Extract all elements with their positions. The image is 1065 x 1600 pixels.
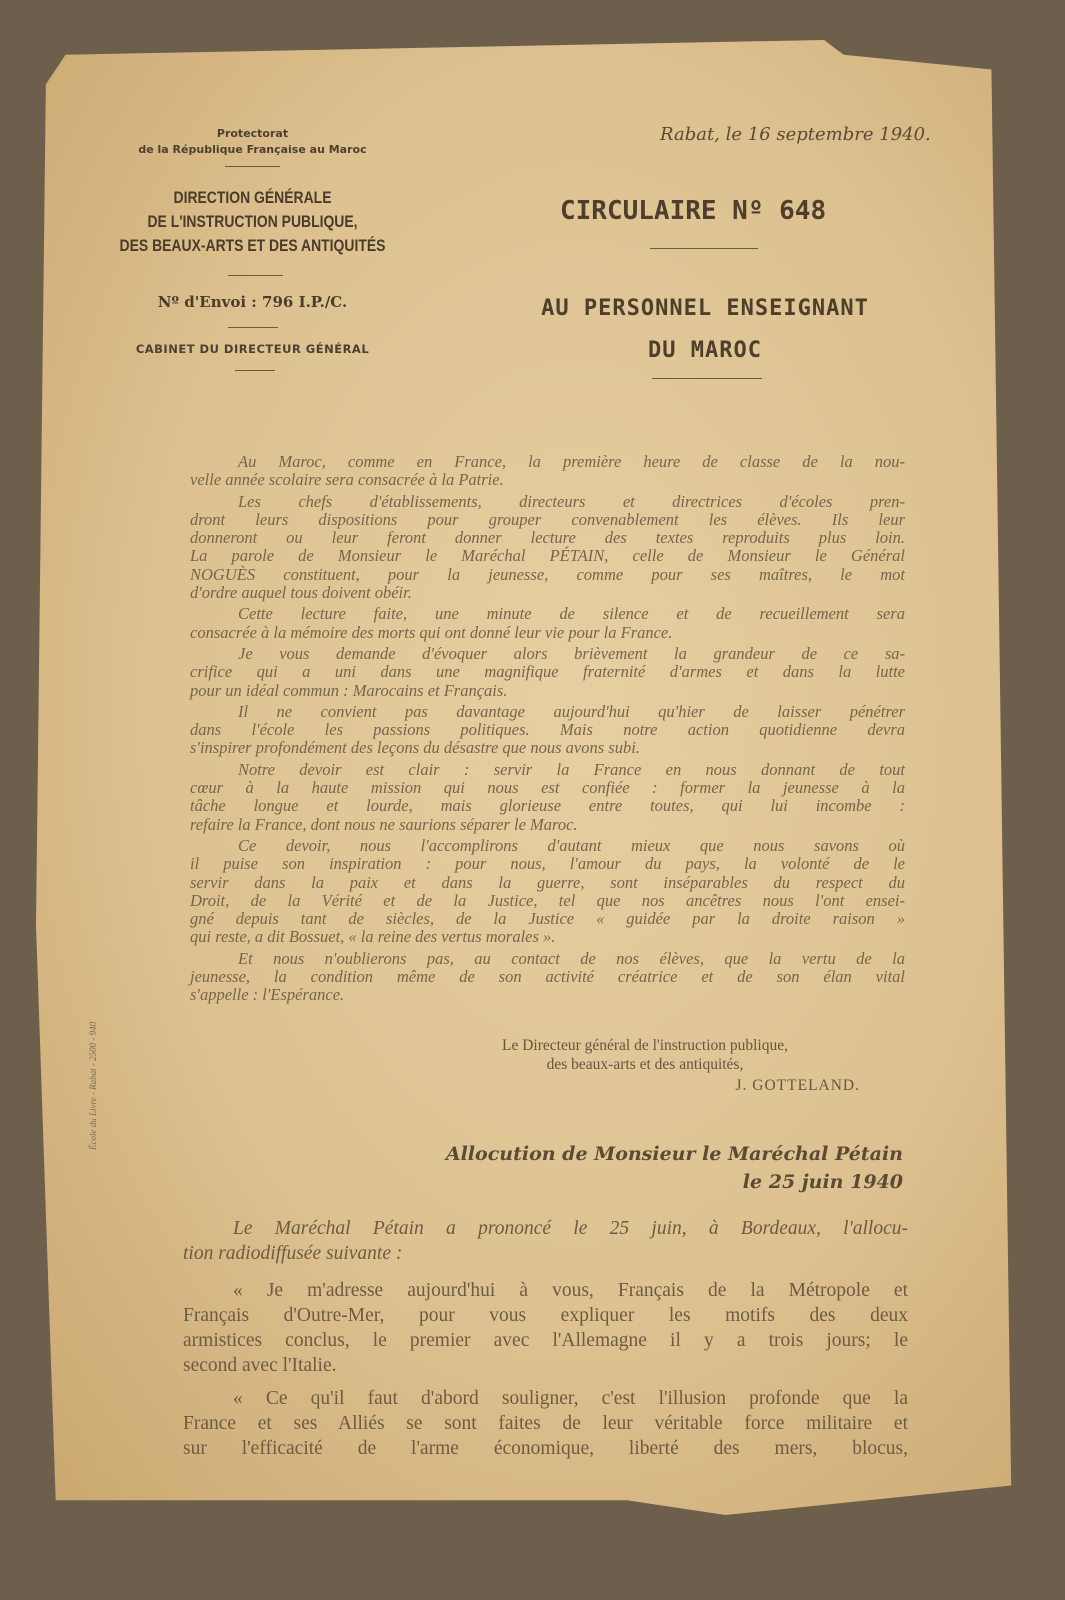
text-line: velle année scolaire sera consacrée à la Patrie. (190, 470, 504, 490)
recipient-line: AU PERSONNEL ENSEIGNANT (541, 296, 869, 321)
text-line: dans l'école les passions politiques. Mais notre action quotidienne devra (190, 720, 905, 740)
text-line: second avec l'Italie. (183, 1355, 337, 1376)
recipient-line: DU MAROC (648, 338, 762, 363)
text-line: tion radiodiffusée suivante : (183, 1243, 403, 1264)
text-line: crifice qui a uni dans une magnifique fraternité d'armes et dans la lutte (190, 662, 905, 682)
paragraph (190, 703, 905, 758)
allocution-date: le 25 juin 1940 (742, 1171, 903, 1193)
text-line: Droit, de la Vérité et de la Justice, tel que nos ancêtres nous l'ont ensei- (190, 890, 905, 910)
paragraph (190, 453, 905, 490)
circular-title: CIRCULAIRE Nº 648 (560, 196, 827, 226)
divider (650, 248, 758, 249)
text-line: dront leurs dispositions pour grouper convenablement les élèves. Ils leur (190, 509, 905, 529)
text-line: s'appelle : l'Espérance. (190, 985, 345, 1005)
text-line: Français d'Outre-Mer, pour vous expliquer les motifs des deux (183, 1305, 908, 1326)
text-line: Au Maroc, comme en France, la première heure de classe de la nou- (238, 452, 905, 471)
text-line: Et nous n'oublierons pas, au contact de nos élèves, que la vertu de la (238, 948, 905, 968)
text-line: donneront ou leur feront donner lecture des textes reproduits plus loin. (190, 528, 905, 548)
allocution-title (446, 1140, 903, 1196)
allocution-intro (183, 1216, 908, 1266)
text-line: jeunesse, la condition même de son activité créatrice et de son élan vital (190, 967, 905, 987)
paragraph (183, 1386, 908, 1461)
divider (235, 370, 275, 371)
text-line: « Je m'adresse aujourd'hui à vous, Français de la Métropole et (233, 1280, 908, 1301)
signatory-name: J. GOTTELAND. (735, 1077, 860, 1094)
paragraph (190, 493, 905, 603)
paragraph (190, 761, 905, 834)
signature-line: Le Directeur général de l'instruction publique, (502, 1037, 788, 1054)
text-line: armistices conclus, le premier avec l'Allemagne il y a trois jours; le (183, 1330, 908, 1351)
text-line: refaire la France, dont nous ne saurions séparer le Maroc. (190, 814, 578, 834)
direction-line: DE L'INSTRUCTION PUBLIQUE, (147, 212, 358, 231)
direction-line: DIRECTION GÉNÉRALE (173, 188, 332, 207)
text-line: s'inspirer profondément des leçons du désastre que nous avons subi. (190, 738, 640, 758)
text-line: « Ce qu'il faut d'abord souligner, c'est l'illusion profonde que la (233, 1388, 908, 1409)
text-line: NOGUÈS constituent, pour la jeunesse, comme pour ses maîtres, le mot (190, 564, 905, 584)
text-line: consacrée à la mémoire des morts qui ont donné leur vie pour la France. (190, 622, 673, 642)
recipient-heading (500, 288, 910, 372)
paragraph (190, 837, 905, 947)
divider (228, 327, 278, 328)
protectorat-heading (110, 126, 395, 158)
text-line: Les chefs d'établissements, directeurs et directrices d'écoles pren- (238, 491, 905, 511)
divider (228, 275, 283, 276)
text-line: servir dans la paix et dans la guerre, sont inséparables du respect du (190, 872, 905, 892)
text-line: tâche longue et lourde, mais glorieuse entre toutes, qui lui incombe : (190, 796, 905, 816)
allocution-title-line: Allocution de Monsieur le Maréchal Pétain (445, 1143, 903, 1165)
signature-block (430, 1036, 860, 1095)
text-line: France et ses Alliés se sont faites de leur véritable force militaire et (183, 1413, 908, 1434)
paragraph (190, 645, 905, 700)
signature-line: des beaux-arts et des antiquités, (546, 1056, 744, 1073)
text-line: Le Maréchal Pétain a prononcé le 25 juin, à Bordeaux, l'allocu- (233, 1218, 908, 1239)
document-date: Rabat, le 16 septembre 1940. (660, 124, 931, 145)
text-line: pour un idéal commun : Marocains et Français. (190, 680, 508, 700)
text-line: Notre devoir est clair : servir la France en nous donnant de tout (238, 759, 905, 779)
text-line: La parole de Monsieur le Maréchal PÉTAIN, celle de Monsieur le Général (190, 546, 905, 566)
direction-heading (119, 186, 386, 258)
text-line: qui reste, a dit Bossuet, « la reine des vertus morales ». (190, 927, 556, 947)
printer-mark: École du Livre - Rabat - 2500 - 940 (88, 1021, 98, 1150)
text-line: il puise son inspiration : pour nous, l'amour du pays, la volonté de le (190, 854, 905, 874)
circular-body (190, 453, 905, 1008)
divider (225, 166, 280, 167)
text-line: sur l'efficacité de l'arme économique, liberté des mers, blocus, (183, 1438, 908, 1459)
text-line: cœur à la haute mission qui nous est confiée : former la jeunesse à la (190, 778, 905, 798)
divider (652, 378, 762, 379)
protectorat-line: de la République Française au Maroc (138, 143, 367, 156)
text-line: d'ordre auquel tous doivent obéir. (190, 583, 412, 603)
envoi-number: Nº d'Envoi : 796 I.P./C. (157, 293, 348, 311)
text-line: gné depuis tant de siècles, de la Justice « guidée par la droite raison » (190, 909, 905, 929)
paragraph (190, 605, 905, 642)
allocution-body (183, 1216, 908, 1469)
paragraph (183, 1278, 908, 1378)
text-line: Je vous demande d'évoquer alors brièvement la grandeur de ce sa- (238, 643, 905, 663)
cabinet-label: CABINET DU DIRECTEUR GÉNÉRAL (135, 342, 370, 356)
text-line: Cette lecture faite, une minute de silence et de recueillement sera (238, 604, 905, 624)
protectorat-line: Protectorat (216, 127, 289, 140)
text-line: Il ne convient pas davantage aujourd'hui qu'hier de laisser pénétrer (238, 701, 905, 721)
text-line: Ce devoir, nous l'accomplirons d'autant mieux que nous savons où (238, 835, 905, 855)
direction-line: DES BEAUX-ARTS ET DES ANTIQUITÉS (119, 236, 386, 255)
paragraph (190, 950, 905, 1005)
